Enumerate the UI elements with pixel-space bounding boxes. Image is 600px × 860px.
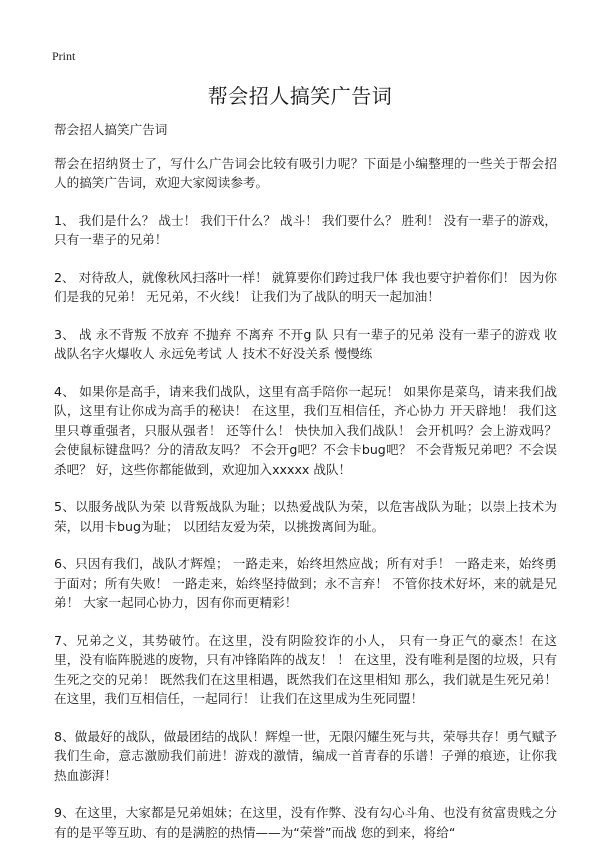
page-title: 帮会招人搞笑广告词 <box>207 84 393 108</box>
list-item: 9、在这里，大家都是兄弟姐妹；在这里，没有作弊、没有勾心斗角、也没有贫富贵贱之分有的是平等互助、有的是满腔的热情——为“荣誉”而战 您的到来，将给“ <box>54 805 557 840</box>
print-link[interactable]: Print <box>52 49 76 63</box>
intro-paragraph: 帮会在招纳贤士了，写什么广告词会比较有吸引力呢？下面是小编整理的一些关于帮会招人的搞笑广告词，欢迎大家阅读参考。 <box>54 155 557 190</box>
list-item: 6、只因有我们，战队才辉煌； 一路走来，始终坦然应战；所有对手！ 一路走来，始终勇于面对；所有失败！ 一路走来，始终坚持做到；永不言弃！ 不管你技术好坏，来的就是兄弟！ 大家一起同心协力，因有你而更精彩！ <box>54 556 557 610</box>
list-item: 1、 我们是什么？ 战士！ 我们干什么？ 战斗！ 我们要什么？ 胜利！ 没有一辈子的游戏，只有一辈子的兄弟！ <box>54 212 557 247</box>
list-item: 8、做最好的战队，做最团结的战队！辉煌一世，无限闪耀生死与共，荣辱共存！勇气赋予我们生命，意志激励我们前进！游戏的激情，编成一首青春的乐谱！子弹的痕迹，让你我热血澎湃！ <box>54 728 557 783</box>
article-body <box>54 120 557 860</box>
list-item: 2、 对待敌人，就像秋风扫落叶一样！ 就算要你们跨过我尸体 我也要守护着你们！ 因为你们是我的兄弟！ 无兄弟，不火线！ 让我们为了战队的明天一起加油！ <box>54 269 557 304</box>
list-item: 3、 战 永不背叛 不放弃 不抛弃 不离弃 不开g 队 只有一辈子的兄弟 没有一辈子的游戏 收 战队名字火爆收人 永远免考试 人 技术不好没关系 慢慢练 <box>54 326 557 361</box>
list-item: 4、 如果你是高手，请来我们战队，这里有高手陪你一起玩！ 如果你是菜鸟，请来我们战队，这里有让你成为高手的秘诀！ 在这里，我们互相信任，齐心协力 开天辟地！ 我们这里只尊重强者，只服从强者！ 还等什么！ 快快加入我们战队！ 会开机吗？会上游戏吗？ 会使鼠标键盘吗？分的清敌友吗？ 不会开g吧？不会卡bug吧？ 不会背叛兄弟吧？不会误杀吧？ 好，这些你都能做到，欢迎加入xxxxx 战队！ <box>54 383 557 477</box>
list-item: 7、兄弟之义，其势破竹。在这里，没有阴险狡诈的小人， 只有一身正气的豪杰！在这里，没有临阵脱逃的废物，只有冲锋陷阵的战友！ ！ 在这里，没有唯利是图的垃圾，只有生死之交的兄弟！ 既然我们在这里相遇，既然我们在这里相知 那么，我们就是生死兄弟！ 在这里，我们互相信任，一起同行！ 让我们在这里成为生死同盟！ <box>54 632 557 706</box>
article-subtitle: 帮会招人搞笑广告词 <box>54 122 168 137</box>
list-item: 5、以服务战队为荣 以背叛战队为耻；以热爱战队为荣，以危害战队为耻；以崇上技术为荣，以用卡bug为耻； 以团结友爱为荣，以挑拨离间为耻。 <box>54 499 557 534</box>
